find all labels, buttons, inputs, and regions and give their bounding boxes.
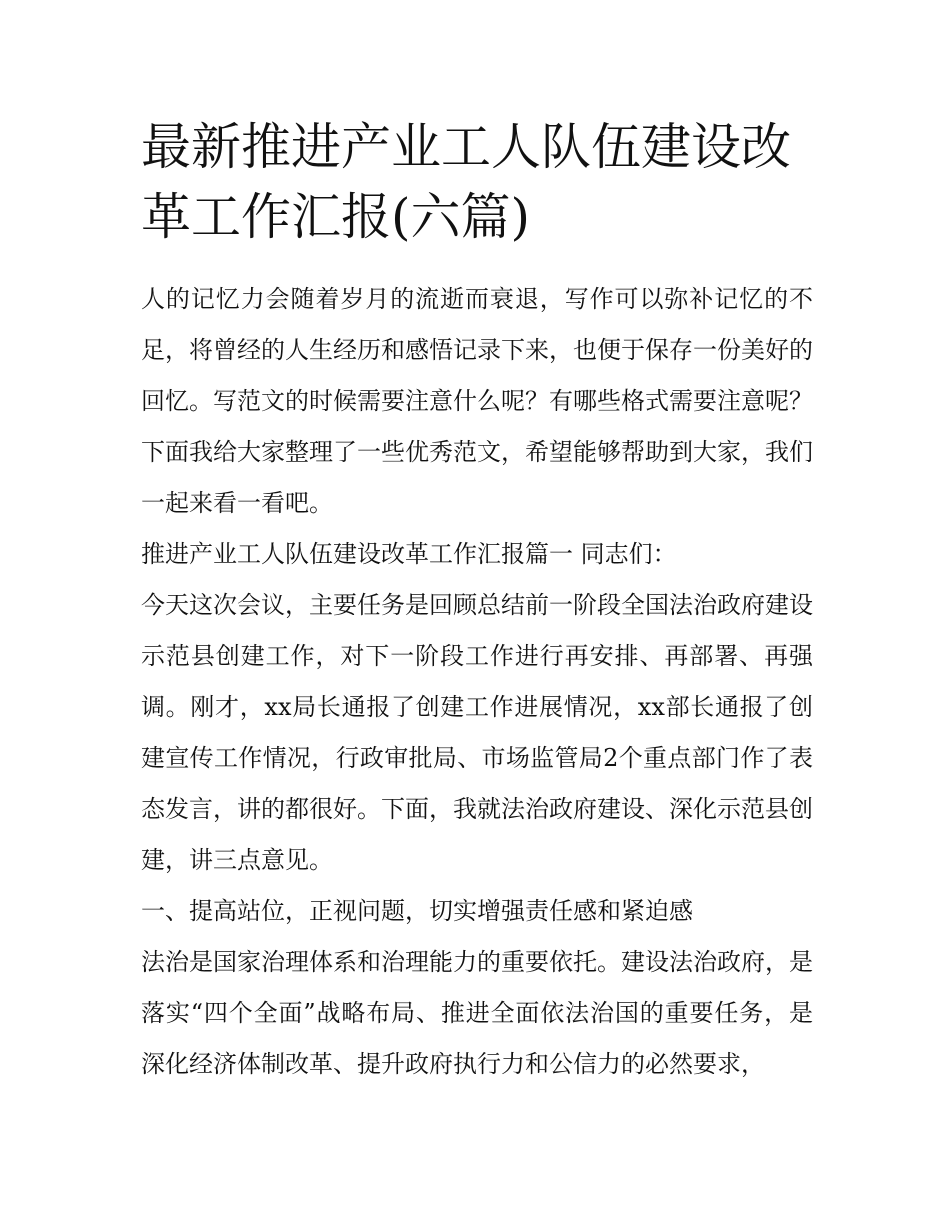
body-paragraph-continued: 法治是国家治理体系和治理能力的重要依托。建设法治政府，是落实“四个全面”战略布局、推进全面依法治国的重要任务，是深化经济体制改革、提升政府执行力和公信力的必然要求， [141,948,813,1078]
document-title: 最新推进产业工人队伍建设改革工作汇报(六篇) [141,118,791,246]
body-paragraph: 今天这次会议，主要任务是回顾总结前一阶段全国法治政府建设示范县创建工作，对下一阶段工作进行再安排、再部署、再强调。刚才，xx局长通报了创建工作进展情况，xx部长通报了创建宣传工作情况，行政审批局、市场监管局2个重点部门作了表态发言，讲的都很好。下面，我就法治政府建设、深化示范县创建，讲三点意见。 [141,591,813,874]
section-heading-paragraph: 推进产业工人队伍建设改革工作汇报篇一 同志们： [141,540,677,568]
section-one-heading: 一、提高站位，正视问题，切实增强责任感和紧迫感 [141,897,693,925]
document-body [141,112,813,1090]
intro-paragraph: 人的记忆力会随着岁月的流逝而衰退，写作可以弥补记忆的不足，将曾经的人生经历和感悟记录下来，也便于保存一份美好的回忆。写范文的时候需要注意什么呢？有哪些格式需要注意呢？下面我给大家整理了一些优秀范文，希望能够帮助到大家，我们一起来看一看吧。 [141,285,813,517]
